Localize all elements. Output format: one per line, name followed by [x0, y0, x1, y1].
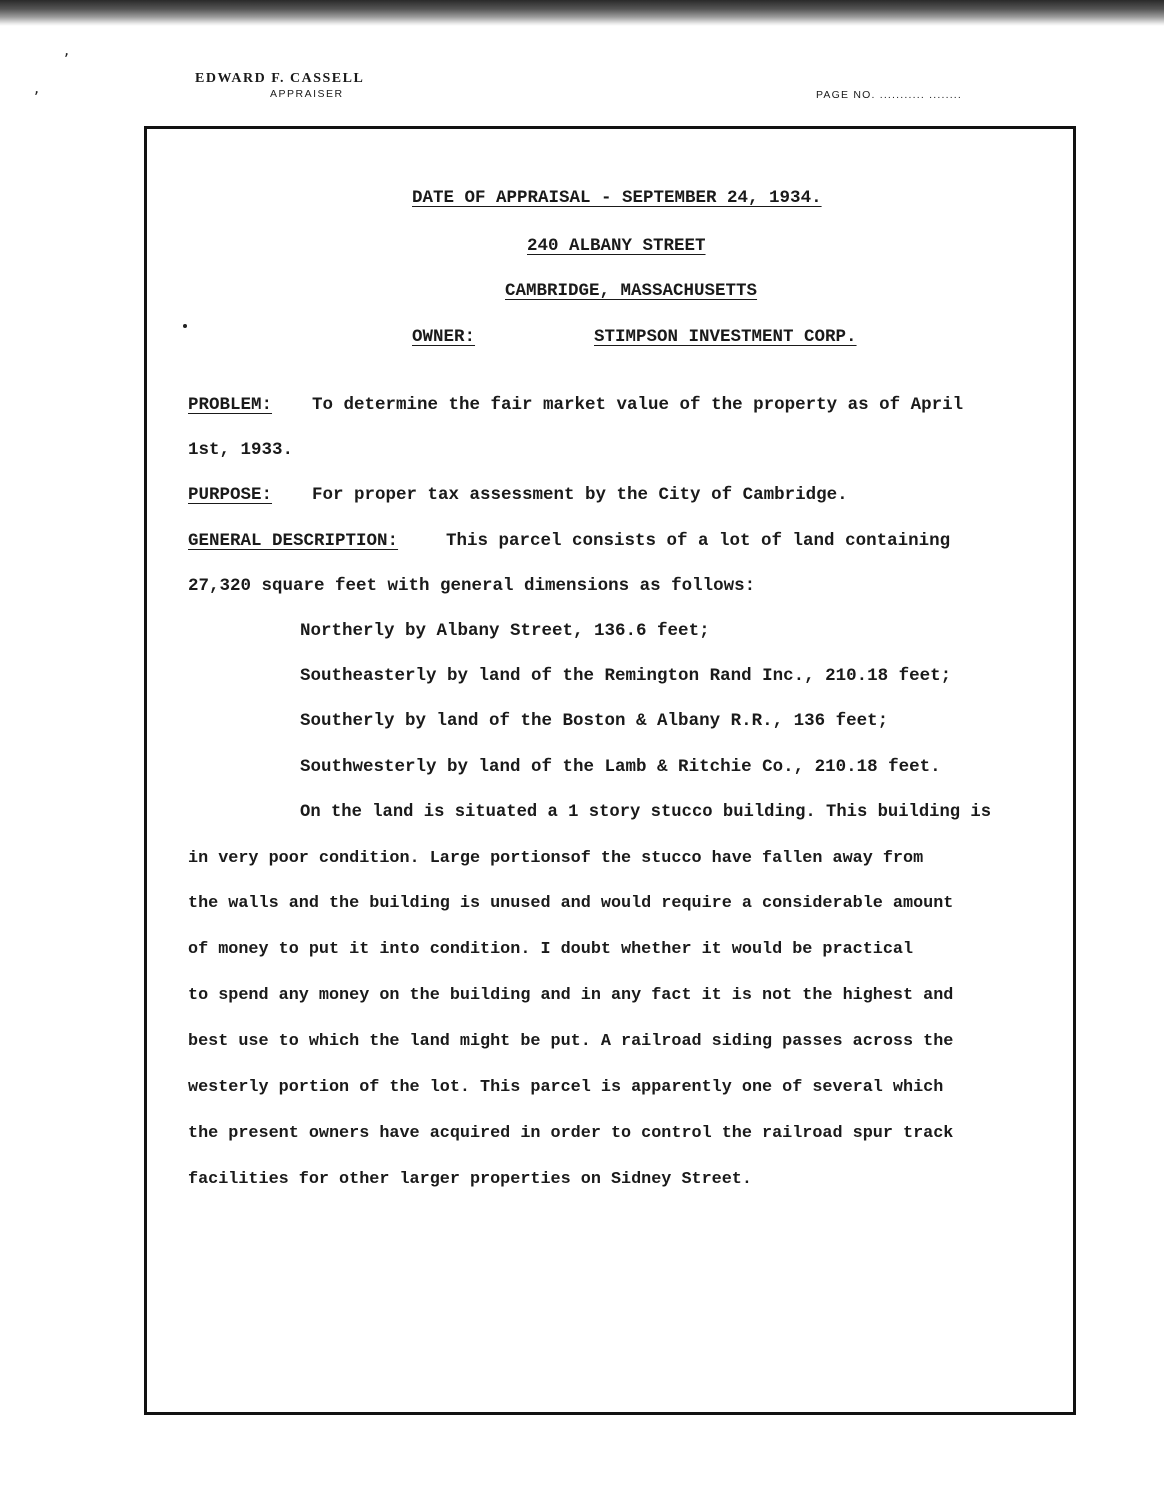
- pen-tick-mark: ,: [64, 40, 70, 59]
- purpose-text: For proper tax assessment by the City of Cambridge.: [312, 485, 848, 505]
- address-city: CAMBRIDGE, MASSACHUSETTS: [505, 281, 758, 301]
- body-line: facilities for other larger properties on Sidney Street.: [188, 1170, 752, 1189]
- problem-label: PROBLEM:: [188, 395, 273, 415]
- address-street: 240 ALBANY STREET: [527, 236, 706, 256]
- body-line: the present owners have acquired in order to control the railroad spur track: [188, 1124, 954, 1143]
- problem-text-continued: 1st, 1933.: [188, 440, 294, 460]
- general-description-text: This parcel consists of a lot of land containing: [446, 531, 951, 551]
- body-line: of money to put it into condition. I doubt whether it would be practical: [188, 940, 914, 959]
- body-line: On the land is situated a 1 story stucco building. This building is: [300, 803, 992, 822]
- appraisal-date: DATE OF APPRAISAL - SEPTEMBER 24, 1934.: [412, 188, 822, 208]
- owner-label: OWNER:: [412, 327, 476, 347]
- page-number-field: PAGE NO. ........... ........: [816, 89, 963, 101]
- dimension-southerly: Southerly by land of the Boston & Albany R.R., 136 feet;: [300, 711, 889, 731]
- dimension-northerly: Northerly by Albany Street, 136.6 feet;: [300, 621, 710, 641]
- letterhead-title: APPRAISER: [270, 88, 344, 100]
- letterhead-name: EDWARD F. CASSELL: [195, 71, 365, 86]
- scan-edge-shadow: [0, 0, 1164, 26]
- body-line: westerly portion of the lot. This parcel is apparently one of several which: [188, 1078, 944, 1097]
- stray-dot: [183, 324, 187, 328]
- dimension-southwesterly: Southwesterly by land of the Lamb & Ritchie Co., 210.18 feet.: [300, 757, 941, 777]
- problem-text: To determine the fair market value of the property as of April: [312, 395, 964, 415]
- general-description-label: GENERAL DESCRIPTION:: [188, 531, 399, 551]
- general-description-text-continued: 27,320 square feet with general dimensions as follows:: [188, 576, 756, 596]
- body-line: to spend any money on the building and in any fact it is not the highest and: [188, 986, 954, 1005]
- body-line: the walls and the building is unused and would require a considerable amount: [188, 894, 954, 913]
- body-line: in very poor condition. Large portionsof the stucco have fallen away from: [188, 849, 924, 868]
- owner-value: STIMPSON INVESTMENT CORP.: [594, 327, 857, 347]
- body-line: best use to which the land might be put. A railroad siding passes across the: [188, 1032, 954, 1051]
- pen-tick-mark: ,: [34, 78, 40, 97]
- purpose-label: PURPOSE:: [188, 485, 273, 505]
- dimension-southeasterly: Southeasterly by land of the Remington Rand Inc., 210.18 feet;: [300, 666, 952, 686]
